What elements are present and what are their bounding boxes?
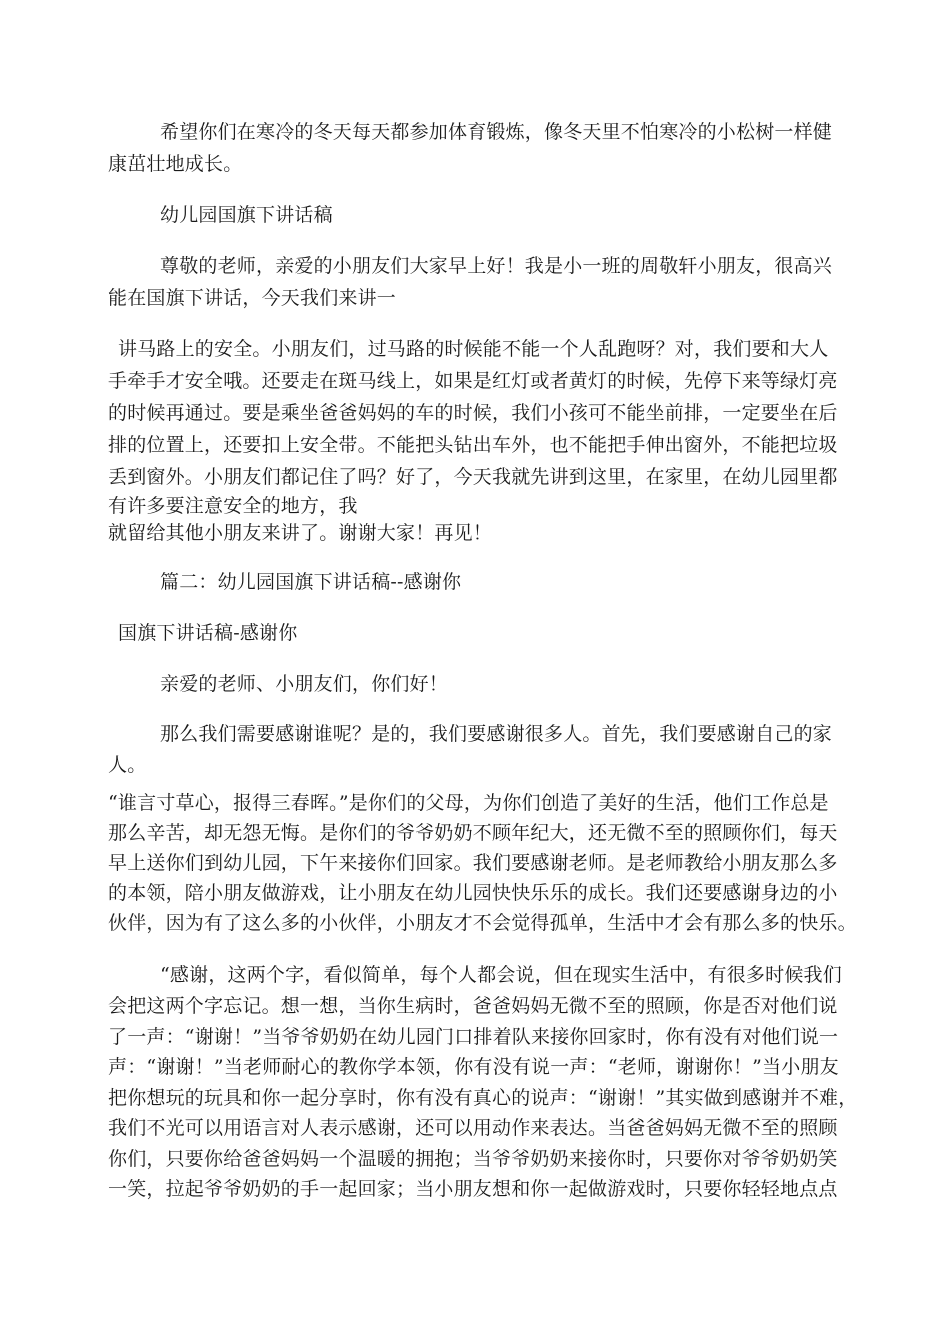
text-line: 丢到窗外。小朋友们都记住了吗？好了，今天我就先讲到这里，在家里，在幼儿园里都: [108, 466, 838, 488]
text-line: 声：“谢谢！”当老师耐心的教你学本领，你有没有说一声：“老师，谢谢你！”当小朋友: [108, 1056, 839, 1078]
text-line: 那么辛苦，却无怨无悔。是你们的爷爷奶奶不顾年纪大，还无微不至的照顾你们，每天: [108, 822, 838, 844]
text-line: 亲爱的老师、小朋友们，你们好！: [160, 673, 449, 695]
text-line: 把你想玩的玩具和你一起分享时，你有没有真心的说声：“谢谢！”其实做到感谢并不难，: [108, 1087, 858, 1109]
text-line: 就留给其他小朋友来讲了。谢谢大家！再见！: [108, 522, 493, 544]
text-line: 讲马路上的安全。小朋友们，过马路的时候能不能一个人乱跑呀？对，我们要和大人: [118, 338, 829, 360]
text-line: “谁言寸草心，报得三春晖。”是你们的父母，为你们创造了美好的生活，他们工作总是: [108, 792, 829, 814]
text-line: 人。: [108, 754, 147, 776]
text-line: 伙伴，因为有了这么多的小伙伴，小朋友才不会觉得孤单，生活中才会有那么多的快乐。: [108, 912, 857, 934]
text-line: 手牵手才安全哦。还要走在斑马线上，如果是红灯或者黄灯的时候，先停下来等绿灯亮: [108, 370, 838, 392]
text-line: 会把这两个字忘记。想一想，当你生病时，爸爸妈妈无微不至的照顾，你是否对他们说: [108, 995, 838, 1017]
text-line: 你们，只要你给爸爸妈妈一个温暖的拥抱；当爷爷奶奶来接你时，只要你对爷爷奶奶笑: [108, 1148, 838, 1170]
text-line: “感谢，这两个字，看似简单，每个人都会说，但在现实生活中，有很多时候我们: [160, 964, 842, 986]
text-line: 排的位置上，还要扣上安全带。不能把头钻出车外，也不能把手伸出窗外，不能把垃圾: [108, 434, 838, 456]
text-line: 早上送你们到幼儿园，下午来接你们回家。我们要感谢老师。是老师教给小朋友那么多: [108, 852, 838, 874]
text-line: 有许多要注意安全的地方，我: [108, 495, 358, 517]
section-heading: 国旗下讲话稿-感谢你: [118, 622, 298, 644]
text-line: 康茁壮地成长。: [108, 153, 243, 175]
section-heading: 篇二：幼儿园国旗下讲话稿--感谢你: [160, 571, 462, 593]
text-line: 一笑，拉起爷爷奶奶的手一起回家；当小朋友想和你一起做游戏时，只要你轻轻地点点: [108, 1178, 838, 1200]
text-line: 那么我们需要感谢谁呢？是的，我们要感谢很多人。首先，我们要感谢自己的家: [160, 723, 833, 745]
text-line: 我们不光可以用语言对人表示感谢，还可以用动作来表达。当爸爸妈妈无微不至的照顾: [108, 1117, 838, 1139]
text-line: 的本领，陪小朋友做游戏，让小朋友在幼儿园快快乐乐的成长。我们还要感谢身边的小: [108, 882, 838, 904]
text-line: 希望你们在寒冷的冬天每天都参加体育锻炼，像冬天里不怕寒冷的小松树一样健: [160, 121, 833, 143]
section-heading: 幼儿园国旗下讲话稿: [160, 204, 333, 226]
text-line: 尊敬的老师，亲爱的小朋友们大家早上好！我是小一班的周敬轩小朋友，很高兴: [160, 255, 833, 277]
text-line: 的时候再通过。要是乘坐爸爸妈妈的车的时候，我们小孩可不能坐前排，一定要坐在后: [108, 402, 838, 424]
text-line: 了一声：“谢谢！”当爷爷奶奶在幼儿园门口排着队来接你回家时，你有没有对他们说一: [108, 1026, 839, 1048]
text-line: 能在国旗下讲话，今天我们来讲一: [108, 287, 397, 309]
